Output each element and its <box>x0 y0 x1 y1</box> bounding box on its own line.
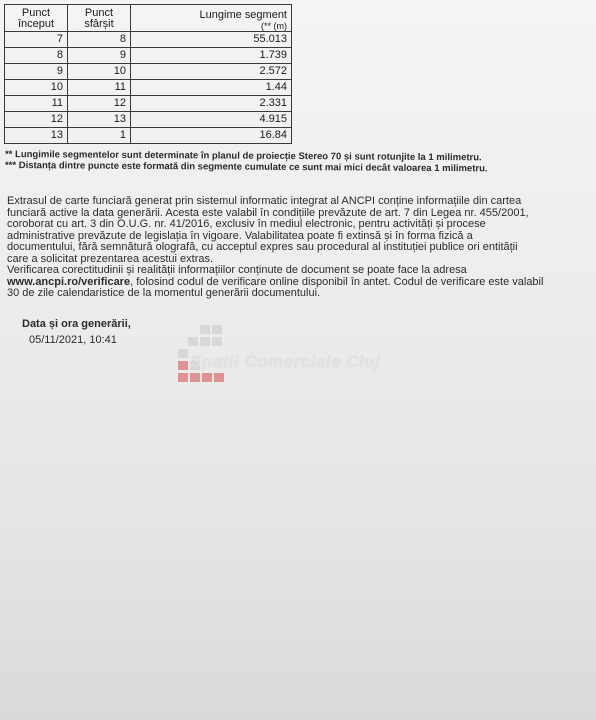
cell-start: 7 <box>5 32 68 48</box>
cell-start: 12 <box>5 112 68 128</box>
header-length-label: Lungime segment <box>199 9 287 22</box>
cell-length: 1.739 <box>131 48 292 64</box>
extract-line: administrative prevăzute de legislația în vigoare. Valabilitatea poate fi extinsă și în forma fizică a <box>7 229 473 242</box>
watermark-text: Spatii Comerciale Cluj <box>190 352 381 371</box>
extract-line: documentului, fără semnătură olografă, cu acceptul expres sau procedural al instituției publice ori entității <box>7 241 518 253</box>
cell-length: 1.44 <box>131 80 292 96</box>
header-start-point <box>5 5 68 32</box>
segment-table <box>4 4 292 144</box>
extract-url-rest: , folosind codul de verificare online disponibil în antet. Codul de verificare este valabil <box>130 275 544 288</box>
cell-start: 9 <box>5 64 68 80</box>
footnote-distance: *** Distanța dintre puncte este formată din segmente cumulate ce sunt mai mici decât valoarea 1 milimetru. <box>4 160 488 175</box>
table-row <box>5 80 292 96</box>
cell-end: 11 <box>68 80 131 96</box>
cell-end: 13 <box>68 112 131 128</box>
cell-end: 8 <box>68 32 131 48</box>
table-row <box>5 48 292 64</box>
footnote-rounding: ** Lungimile segmentelor sunt determinate în planul de proiecție Stereo 70 și sunt rotunjite la 1 milimetru. <box>4 149 482 164</box>
cell-length: 4.915 <box>131 112 292 128</box>
extract-line: 30 de zile calendaristice de la momentul generării documentului. <box>7 287 321 299</box>
header-start-line1: Punct <box>21 6 51 19</box>
header-end-point <box>68 5 131 32</box>
extract-line: Verificarea corectitudinii și realității informațiilor conținute de document se poate face la adresa <box>7 264 467 276</box>
header-end-line1: Punct <box>84 6 114 19</box>
cell-start: 10 <box>5 80 68 96</box>
header-length-unit: (** (m) <box>261 20 287 31</box>
extract-line: coroborat cu art. 3 din O.U.G. nr. 41/2016, exclusiv în mediul electronic, pentru activități și procese <box>7 218 486 230</box>
table-row <box>5 128 292 144</box>
verification-link[interactable]: www.ancpi.ro/verificare <box>7 275 131 288</box>
segment-table-header <box>5 5 292 32</box>
cell-length: 2.331 <box>131 96 292 112</box>
cell-length: 16.84 <box>131 128 292 144</box>
extract-line: care a solicitat prezentarea acestui extras. <box>7 252 214 265</box>
cell-length: 2.572 <box>131 64 292 80</box>
cell-end: 10 <box>68 64 131 80</box>
cell-start: 11 <box>5 96 68 112</box>
cell-start: 13 <box>5 128 68 144</box>
extract-line: funciară active la data generării. Acesta este valabil în condițiile prevăzute de art. 7 din Legea nr. 455/2001, <box>7 206 529 219</box>
table-row <box>5 32 292 48</box>
cell-end: 1 <box>68 128 131 144</box>
header-segment-length <box>131 5 292 32</box>
cell-end: 12 <box>68 96 131 112</box>
header-end-line2: sfârșit <box>84 18 114 31</box>
generation-datetime: 05/11/2021, 10:41 <box>29 334 117 346</box>
extract-line: Extrasul de carte funciară generat prin sistemul informatic integrat al ANCPI conține informațiile din cartea <box>7 195 522 207</box>
table-footnotes <box>4 149 488 175</box>
table-row <box>5 112 292 128</box>
cell-length: 55.013 <box>131 32 292 48</box>
generation-label: Data și ora generării, <box>22 318 131 330</box>
extract-paragraph <box>7 196 587 300</box>
table-row <box>5 96 292 112</box>
cell-end: 9 <box>68 48 131 64</box>
header-start-line2: început <box>17 18 55 31</box>
cell-start: 8 <box>5 48 68 64</box>
table-row <box>5 64 292 80</box>
